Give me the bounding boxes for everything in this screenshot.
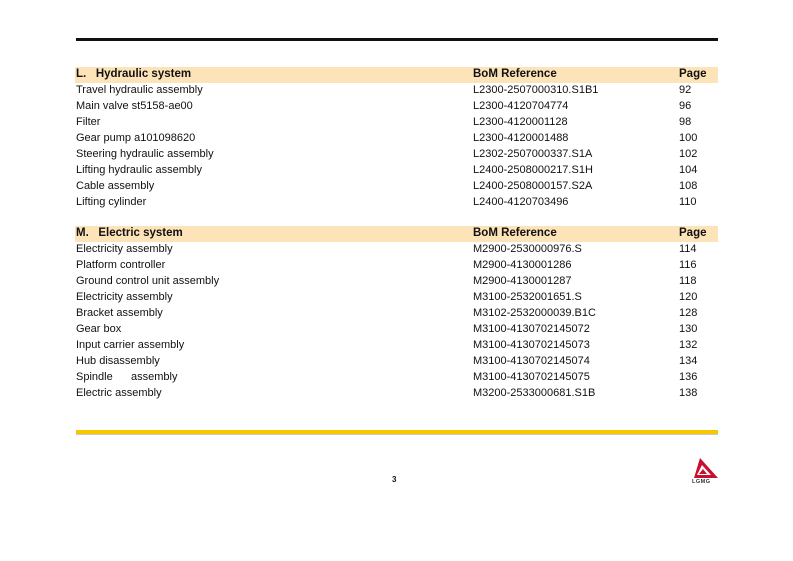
item-ref: M3200-2533000681.S1B <box>473 387 596 399</box>
item-ref: L2400-4120703496 <box>473 196 569 208</box>
item-page: 132 <box>679 339 698 351</box>
item-page: 92 <box>679 84 692 96</box>
page-number: 3 <box>392 475 397 484</box>
item-name: Gear box <box>76 323 122 335</box>
item-name: Steering hydraulic assembly <box>76 148 214 160</box>
item-page: 100 <box>679 132 698 144</box>
section-title: L. Hydraulic system <box>76 68 192 80</box>
item-page: 120 <box>679 291 698 303</box>
item-ref: L2302-2507000337.S1A <box>473 148 593 160</box>
item-ref: M3100-4130702145074 <box>473 355 590 367</box>
item-name: Main valve st5158-ae00 <box>76 100 193 112</box>
item-ref: M3102-2532000039.B1C <box>473 307 596 319</box>
item-page: 96 <box>679 100 692 112</box>
item-page: 136 <box>679 371 698 383</box>
table-row <box>75 242 718 258</box>
table-row <box>75 274 718 290</box>
item-ref: M2900-2530000976.S <box>473 243 582 255</box>
top-rule <box>76 38 718 41</box>
item-page: 128 <box>679 307 698 319</box>
item-page: 98 <box>679 116 692 128</box>
item-name: Electricity assembly <box>76 291 173 303</box>
item-name: Platform controller <box>76 259 166 271</box>
table-row <box>75 354 718 370</box>
item-ref: M3100-4130702145075 <box>473 371 590 383</box>
item-page: 138 <box>679 387 698 399</box>
table-row <box>75 322 718 338</box>
item-page: 116 <box>679 259 697 271</box>
section-header <box>75 67 718 83</box>
item-ref: M3100-4130702145072 <box>473 323 590 335</box>
item-name: Hub disassembly <box>76 355 160 367</box>
item-ref: M3100-4130702145073 <box>473 339 590 351</box>
item-name: Cable assembly <box>76 180 155 192</box>
table-row <box>75 195 718 211</box>
logo-text: LGMG <box>692 479 711 485</box>
section-header <box>75 226 718 242</box>
item-ref: L2400-2508000157.S2A <box>473 180 593 192</box>
item-ref: L2400-2508000217.S1H <box>473 164 593 176</box>
page-header: Page <box>679 227 707 239</box>
item-name: Filter <box>76 116 101 128</box>
bom-reference-header: BoM Reference <box>473 68 557 80</box>
item-name: Electric assembly <box>76 387 162 399</box>
item-ref: L2300-4120704774 <box>473 100 569 112</box>
item-ref: M3100-2532001651.S <box>473 291 582 303</box>
section-title: M. Electric system <box>76 227 183 239</box>
item-ref: M2900-4130001286 <box>473 259 572 271</box>
section-hydraulic-system <box>75 67 718 211</box>
item-ref: M2900-4130001287 <box>473 275 572 287</box>
item-name: Input carrier assembly <box>76 339 185 351</box>
item-ref: L2300-2507000310.S1B1 <box>473 84 599 96</box>
section-electric-system <box>75 226 718 402</box>
item-name: Spindle assembly <box>76 371 178 383</box>
item-page: 118 <box>679 275 697 287</box>
table-row <box>75 306 718 322</box>
table-row <box>75 83 718 99</box>
table-row <box>75 163 718 179</box>
table-row <box>75 99 718 115</box>
table-row <box>75 338 718 354</box>
table-row <box>75 115 718 131</box>
item-page: 130 <box>679 323 698 335</box>
item-page: 134 <box>679 355 698 367</box>
item-page: 104 <box>679 164 698 176</box>
item-page: 102 <box>679 148 698 160</box>
table-row <box>75 386 718 402</box>
footer-rule-shadow <box>76 434 718 435</box>
table-row <box>75 290 718 306</box>
item-name: Electricity assembly <box>76 243 173 255</box>
item-page: 108 <box>679 180 698 192</box>
item-ref: L2300-4120001128 <box>473 116 568 128</box>
item-ref: L2300-4120001488 <box>473 132 569 144</box>
item-page: 110 <box>679 196 697 208</box>
item-name: Bracket assembly <box>76 307 163 319</box>
item-name: Travel hydraulic assembly <box>76 84 203 96</box>
table-row <box>75 147 718 163</box>
item-page: 114 <box>679 243 697 255</box>
table-row <box>75 370 718 386</box>
item-name: Lifting cylinder <box>76 196 147 208</box>
item-name: Lifting hydraulic assembly <box>76 164 202 176</box>
item-name: Ground control unit assembly <box>76 275 220 287</box>
page-header: Page <box>679 68 707 80</box>
item-name: Gear pump a101098620 <box>76 132 196 144</box>
table-row <box>75 131 718 147</box>
bom-reference-header: BoM Reference <box>473 227 557 239</box>
table-row <box>75 179 718 195</box>
table-row <box>75 258 718 274</box>
